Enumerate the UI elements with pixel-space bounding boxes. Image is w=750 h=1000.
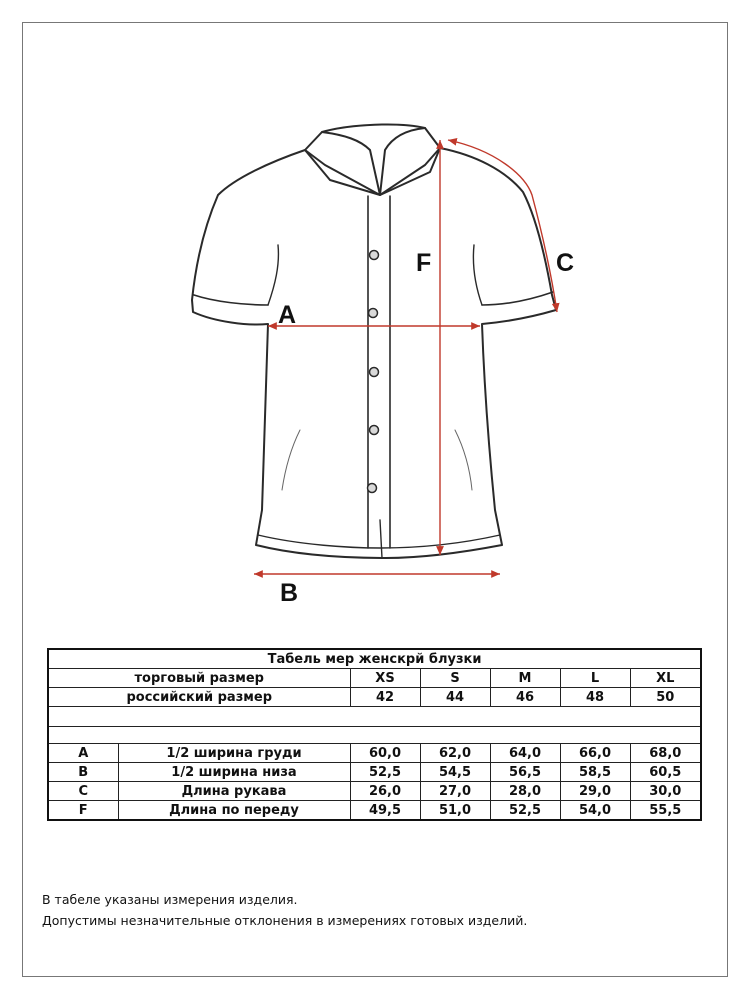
collar-left [305,132,380,195]
note-line-1: В табеле указаны измерения изделия. [42,892,298,907]
label-b: B [280,579,299,607]
blank-row [48,707,701,727]
value-cell: 27,0 [420,782,490,801]
row-name: Длина по переду [118,801,350,821]
value-cell: 64,0 [490,744,560,763]
button-1 [370,251,379,260]
value-cell: 51,0 [420,801,490,821]
value-cell: 30,0 [630,782,701,801]
label-c: C [556,249,575,277]
measure-c-line [448,140,557,312]
table-row [48,801,701,821]
row-code: B [48,763,118,782]
size-table [47,648,702,821]
row-code: F [48,801,118,821]
button-4 [370,426,379,435]
ru-size-cell: 50 [630,688,701,707]
value-cell: 68,0 [630,744,701,763]
value-cell: 62,0 [420,744,490,763]
ru-size-cell: 48 [560,688,630,707]
value-cell: 60,0 [350,744,420,763]
value-cell: 55,5 [630,801,701,821]
size-cell: L [560,669,630,688]
row-name: 1/2 ширина низа [118,763,350,782]
button-2 [369,309,378,318]
ru-size-cell: 42 [350,688,420,707]
value-cell: 58,5 [560,763,630,782]
trade-size-label: торговый размер [48,669,350,688]
size-cell: S [420,669,490,688]
value-cell: 54,0 [560,801,630,821]
value-cell: 60,5 [630,763,701,782]
ru-size-row [48,688,701,707]
value-cell: 56,5 [490,763,560,782]
spacer-row [48,727,701,744]
size-cell: M [490,669,560,688]
table-row [48,744,701,763]
blouse-body-outline [192,148,556,558]
ru-size-cell: 44 [420,688,490,707]
table-row [48,782,701,801]
row-name: Длина рукава [118,782,350,801]
notes [42,889,527,931]
value-cell: 28,0 [490,782,560,801]
value-cell: 54,5 [420,763,490,782]
collar-right [380,128,440,195]
size-cell: XS [350,669,420,688]
row-code: A [48,744,118,763]
note-line-2: Допустимы незначительные отклонения в измерениях готовых изделий. [42,913,528,928]
button-3 [370,368,379,377]
row-name: 1/2 ширина груди [118,744,350,763]
button-5 [368,484,377,493]
value-cell: 52,5 [490,801,560,821]
ru-size-cell: 46 [490,688,560,707]
table-title: Табель мер женскрй блузки [48,649,701,669]
table-row [48,763,701,782]
label-f: F [416,249,432,277]
value-cell: 66,0 [560,744,630,763]
value-cell: 52,5 [350,763,420,782]
label-a: A [278,301,297,329]
trade-size-row [48,669,701,688]
row-code: C [48,782,118,801]
ru-size-label: российский размер [48,688,350,707]
size-cell: XL [630,669,701,688]
value-cell: 26,0 [350,782,420,801]
value-cell: 29,0 [560,782,630,801]
value-cell: 49,5 [350,801,420,821]
